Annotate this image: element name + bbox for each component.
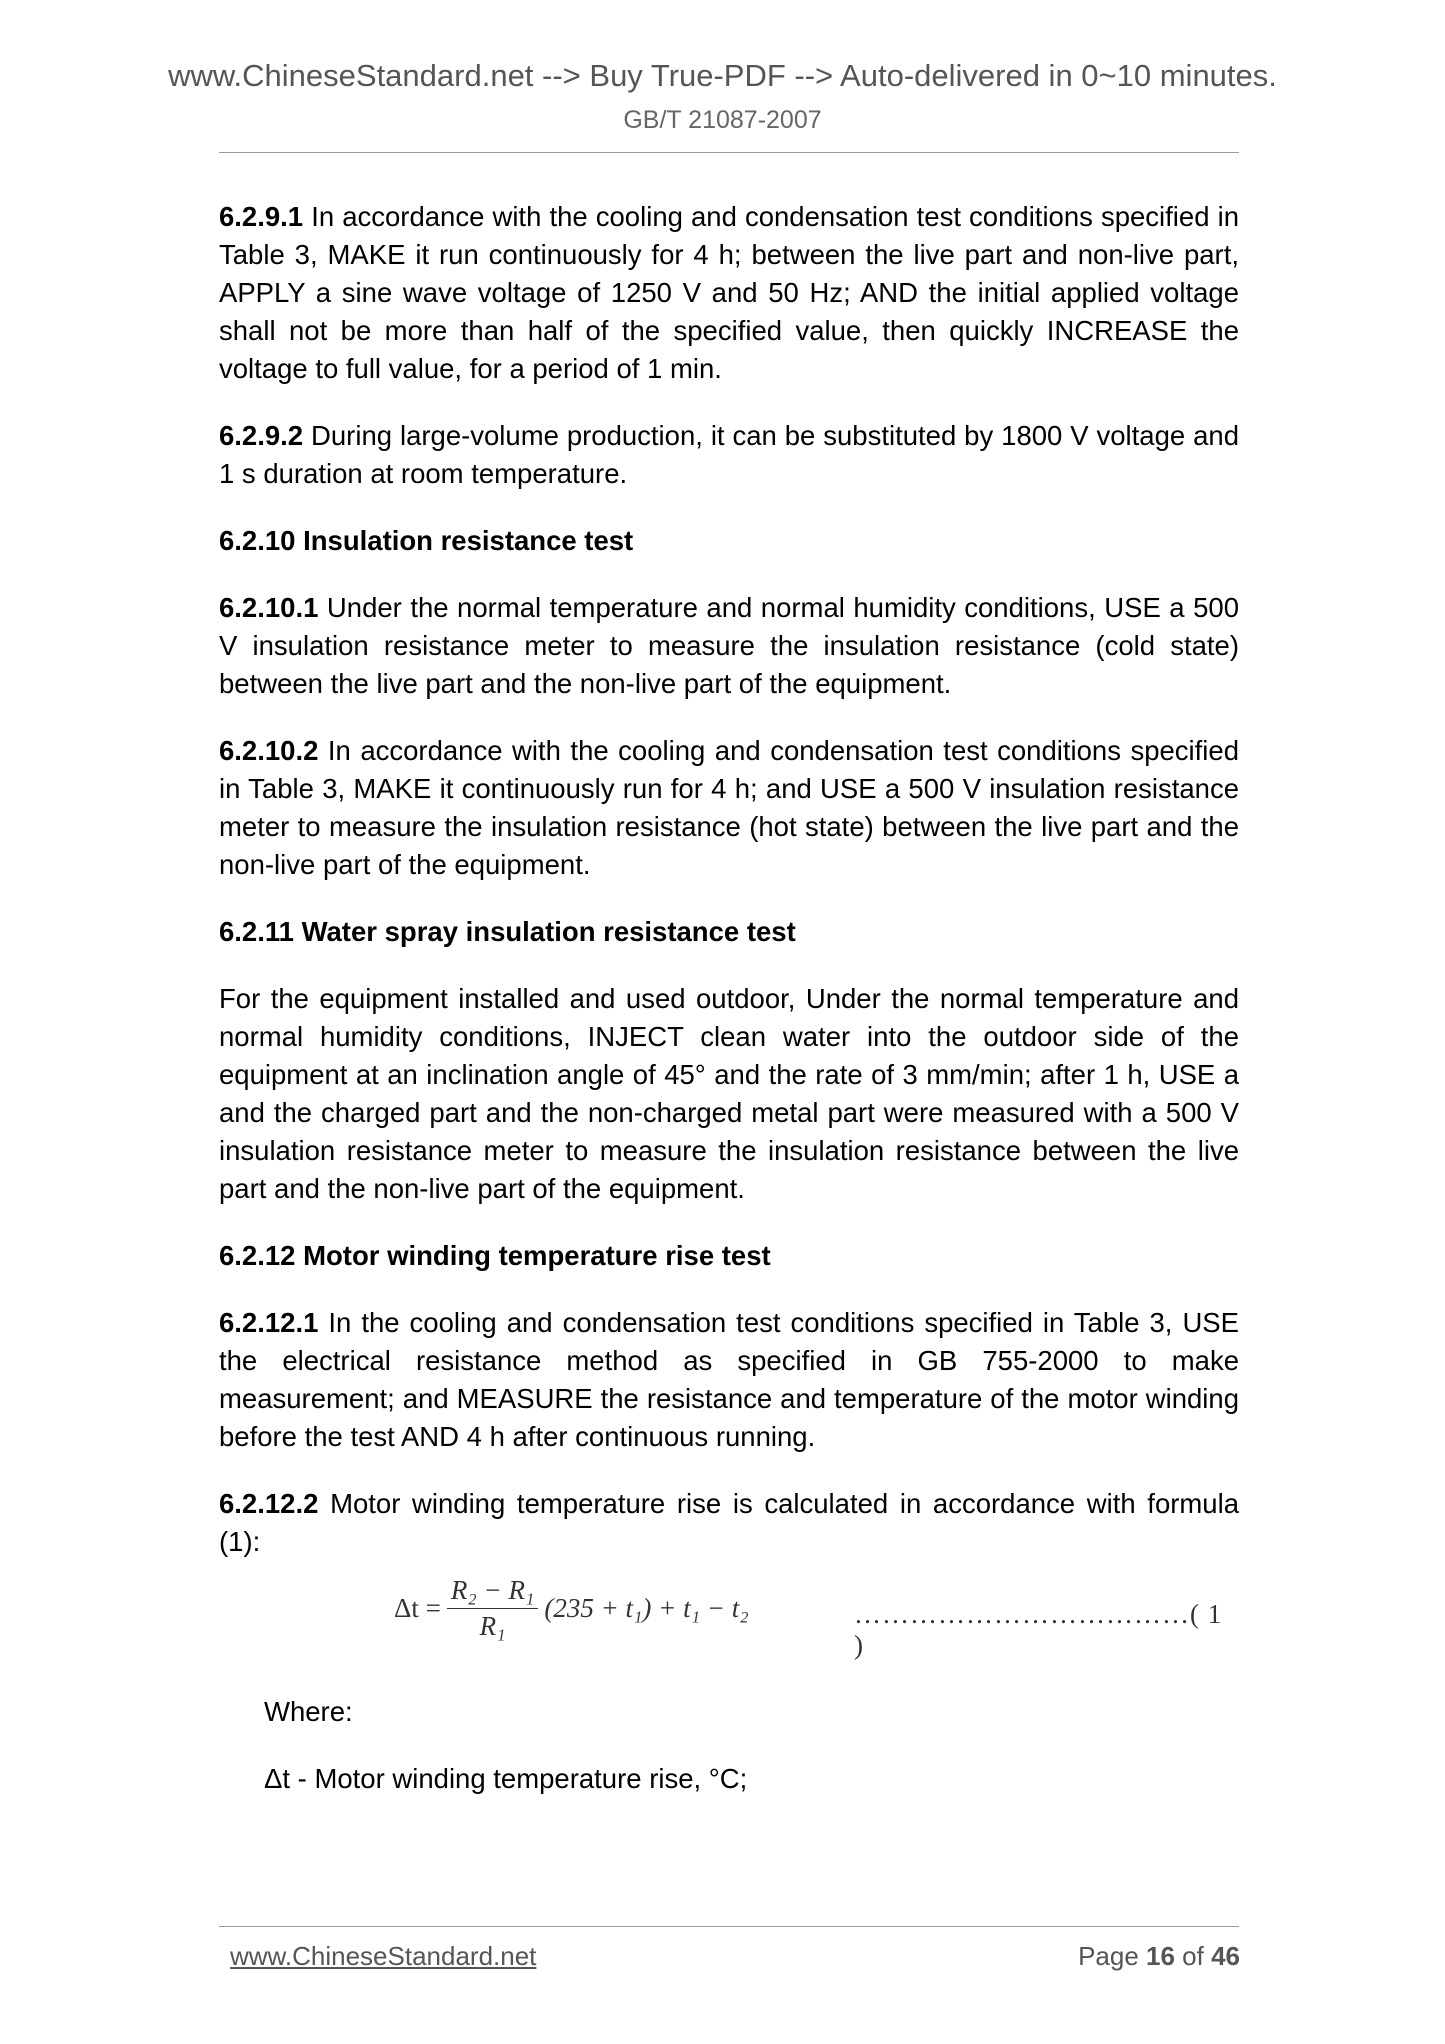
page-number (1078, 1941, 1240, 1972)
heading-6-2-10: 6.2.10 Insulation resistance test (219, 525, 634, 556)
formula-1 (219, 1569, 1239, 1679)
header-banner: www.ChineseStandard.net --> Buy True-PDF --> Auto-delivered in 0~10 minutes. (168, 58, 1277, 93)
footer-divider (219, 1926, 1239, 1927)
total-pages: 46 (1211, 1941, 1240, 1971)
clause-text: In accordance with the cooling and condensation test conditions specified in Table 3, MAKE it run continuously for 4 h; between the live part and non-live part, APPLY a sine wave voltage of 1250 V and 50 Hz; AND the initial applied voltage shall not be more than half of the specified value, then quickly INCREASE the voltage to full value, for a period of 1 min. (219, 201, 1239, 384)
where-item-delta-t: Δt - Motor winding temperature rise, °C; (264, 1763, 748, 1794)
formula-rest: (235 + t₁) + t₁ − t₂ (544, 1593, 749, 1623)
formula-numerator: R₂ − R₁ (447, 1575, 538, 1609)
clause-number: 6.2.12.1 (219, 1307, 319, 1338)
page-prefix: Page (1078, 1941, 1147, 1971)
clause-number: 6.2.10.2 (219, 735, 319, 766)
paragraph-6-2-12-2 (219, 1485, 1239, 1561)
clause-text: In the cooling and condensation test conditions specified in Table 3, USE the electrical resistance method as specified in GB 755-2000 to make measurement; and MEASURE the resistance and temperature of the motor winding before the test AND 4 h after continuous running. (219, 1307, 1239, 1452)
clause-number: 6.2.12.2 (219, 1488, 319, 1519)
paragraph-6-2-10-1 (219, 589, 1239, 703)
clause-text: Under the normal temperature and normal humidity conditions, USE a 500 V insulation resistance meter to measure the insulation resistance (cold state) between the live part and the non-live part of the equipment. (219, 592, 1239, 699)
formula-expression (394, 1575, 749, 1642)
standard-number: GB/T 21087-2007 (623, 106, 822, 134)
page-of: of (1174, 1941, 1212, 1971)
clause-text: In accordance with the cooling and condensation test conditions specified in Table 3, MAKE it continuously run for 4 h; and USE a 500 V insulation resistance meter to measure the insulation resistance (hot state) between the live part and the non-live part of the equipment. (219, 735, 1239, 880)
heading-6-2-12: 6.2.12 Motor winding temperature rise test (219, 1240, 771, 1271)
clause-text: Motor winding temperature rise is calculated in accordance with formula (1): (219, 1488, 1239, 1557)
clause-number: 6.2.9.2 (219, 420, 304, 451)
header-divider (219, 152, 1239, 153)
formula-denominator: R₁ (479, 1611, 506, 1641)
footer-website-link[interactable]: www.ChineseStandard.net (230, 1941, 537, 1971)
clause-number: 6.2.9.1 (219, 201, 304, 232)
paragraph-6-2-9-2 (219, 417, 1239, 493)
clause-text: During large-volume production, it can be substituted by 1800 V voltage and 1 s duration at room temperature. (219, 420, 1239, 489)
paragraph-6-2-11: For the equipment installed and used outdoor, Under the normal temperature and normal humidity conditions, INJECT clean water into the outdoor side of the equipment at an inclination angle of 45° and the rate of 3 mm/min; after 1 h, USE a and the charged part and the non-charged metal part were measured with a 500 V insulation resistance meter to measure the insulation resistance between the live part and the non-live part of the equipment. (219, 983, 1239, 1204)
paragraph-6-2-10-2 (219, 732, 1239, 884)
formula-lhs: Δt = (394, 1593, 441, 1623)
current-page: 16 (1146, 1941, 1175, 1971)
formula-number: ………………………………( 1 ) (854, 1599, 1223, 1660)
document-body (219, 198, 1239, 1827)
paragraph-6-2-9-1 (219, 198, 1239, 388)
paragraph-6-2-12-1 (219, 1304, 1239, 1456)
formula-fraction (447, 1575, 538, 1642)
heading-6-2-11: 6.2.11 Water spray insulation resistance test (219, 916, 796, 947)
clause-number: 6.2.10.1 (219, 592, 319, 623)
where-label: Where: (264, 1696, 353, 1727)
